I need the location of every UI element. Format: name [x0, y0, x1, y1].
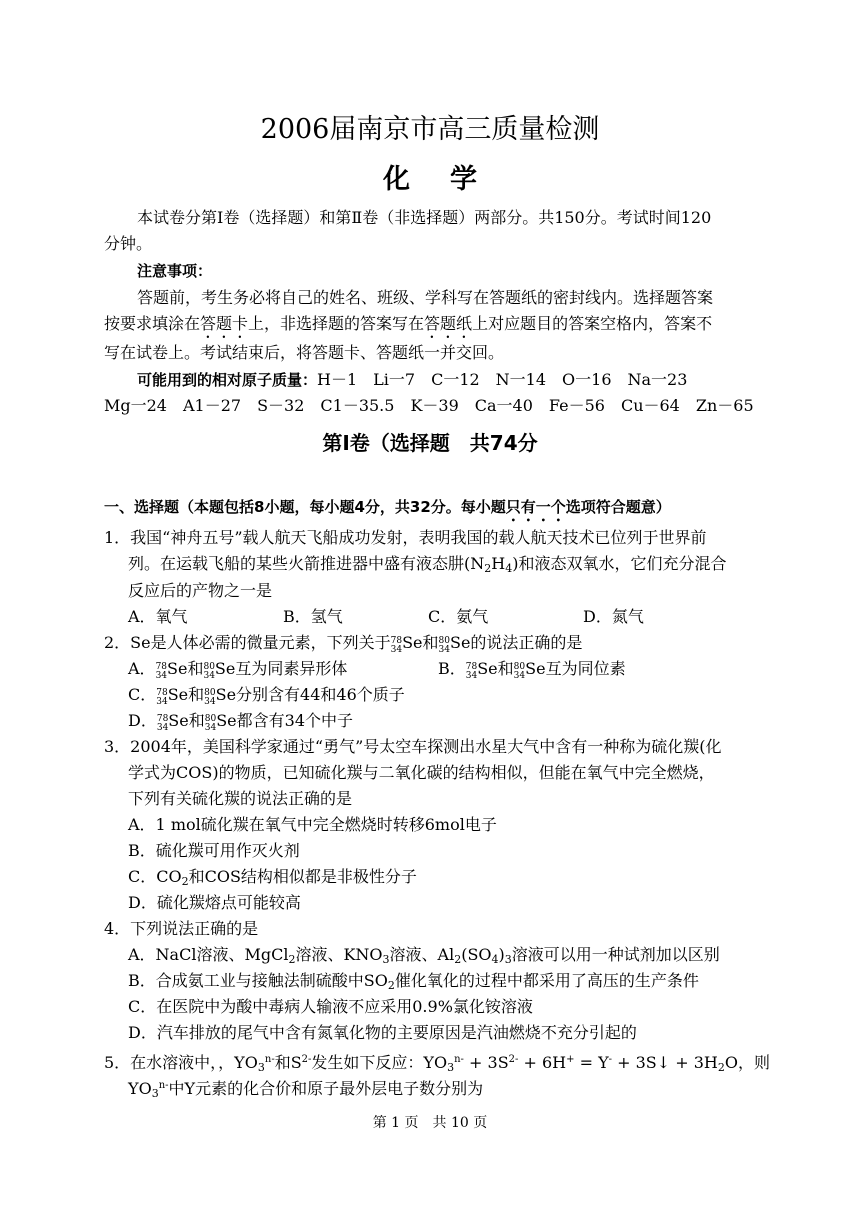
heading-text: 选项符合题意）	[565, 498, 671, 516]
q4-option-b: B．合成氨工业与接触法制硫酸中$SO_2$催化氧化的过程中都采用了高压的生产条件	[128, 971, 699, 992]
q2-text: 的说法正确的是	[470, 633, 583, 652]
q5-line-2: $YO_3^{n-}$中Y元素的化合价和原子最外层电子数分别为	[128, 1079, 484, 1100]
q3-option-c: C．$CO_2$和COS结构相似都是非极性分子	[128, 867, 417, 888]
page-footer: 第 1 页 共 10 页	[372, 1115, 488, 1131]
isotope-80: 80 34	[203, 662, 215, 681]
heading-text: 一、选择题（本题包括8小题，每小题4分，共32分。每小题	[104, 498, 506, 516]
notice-line-1: 答题前，考生务必将自己的姓名、班级、学科写在答题纸的密封线内。选择题答案	[137, 288, 714, 307]
q2-option-c: C． 78 34 Se和 80 34 Se分别含有44和46个质子	[128, 685, 405, 707]
q1-line-1: 1．我国“神舟五号”载人航天飞船成功发射，表明我国的载人航天技术已位列于世界前	[104, 528, 707, 547]
emphasis-answer-sheet: 答题纸	[424, 314, 473, 333]
isotope-78: 78 34	[156, 714, 169, 733]
q1-text: 列。在运载飞船的某些火箭推进器中盛有液态肼(N	[128, 554, 485, 573]
isotope-80: 80 34	[204, 714, 217, 733]
notice-text: 按要求填涂在	[104, 314, 201, 333]
q1-option-c: C．氨气	[428, 607, 489, 626]
isotope-78: 78 34	[156, 688, 168, 707]
subject-title: 化学	[383, 164, 517, 195]
emphasis-answer-card: 答题卡	[200, 314, 249, 333]
isotope-78: 78 34	[390, 636, 403, 655]
q2-option-d: D． 78 34 Se和 80 34 Se都含有34个中子	[128, 711, 354, 733]
q4-option-c: C．在医院中为酸中毒病人输液不应采用0.9%氯化铵溶液	[128, 997, 533, 1016]
q2-option-a: A． 78 34 Se和 80 34 Se互为同素异形体	[128, 659, 348, 681]
section-title: 第Ⅰ卷（选择题 共74分	[322, 431, 538, 455]
notice-line-3: 写在试卷上。考试结束后，将答题卡、答题纸一并交回。	[104, 343, 505, 362]
q3-line-3: 下列有关硫化羰的说法正确的是	[128, 789, 353, 808]
q1-line-3: 反应后的产物之一是	[128, 581, 273, 600]
q2-option-b: B． 78 34 Se和 80 34 Se互为同位素	[438, 659, 626, 681]
subscript: 4	[505, 562, 513, 575]
q2-text: 2．Se是人体必需的微量元素，下列关于	[104, 633, 391, 652]
q1-option-b: B．氢气	[283, 607, 343, 626]
q2-stem: 2．Se是人体必需的微量元素，下列关于 78 34 Se和 80 34 Se的说法正确的是	[104, 633, 583, 655]
page-title: 2006届南京市高三质量检测	[260, 114, 600, 145]
notice-line-2	[104, 313, 712, 342]
intro-line-2: 分钟。	[104, 234, 153, 253]
q1-option-a: A．氧气	[128, 607, 188, 626]
q3-option-a: A．1 mol硫化羰在氧气中完全燃烧时转移6mol电子	[128, 815, 497, 834]
q1-option-d: D．氮气	[583, 607, 644, 626]
q4-option-d: D．汽车排放的尾气中含有氮氧化物的主要原因是汽油燃烧不充分引起的	[128, 1023, 637, 1042]
notice-title: 注意事项：	[137, 262, 213, 280]
heading-emphasis: 只有一个	[505, 498, 566, 516]
isotope-80: 80 34	[513, 662, 526, 681]
q3-option-d: D．硫化羰熔点可能较高	[128, 893, 301, 912]
isotope-80: 80 34	[438, 636, 450, 655]
atomic-label: 可能用到的相对原子质量：	[137, 371, 318, 389]
q1-text: H	[491, 554, 506, 573]
subscript: 2	[484, 562, 492, 575]
q4-stem: 4．下列说法正确的是	[104, 919, 259, 938]
section-heading	[104, 496, 671, 525]
atomic-values-1: H－1 Li一7 C一12 N一14 O一16 Na一23	[317, 370, 688, 389]
atomic-line-1	[137, 369, 687, 391]
q3-line-1: 3．2004年，美国科学家通过“勇气”号太空车探测出水星大气中含有一种称为硫化羰(化	[104, 737, 722, 756]
isotope-78: 78 34	[155, 662, 168, 681]
notice-text: 上对应题目的答案空格内，答案不	[472, 314, 713, 333]
q4-option-a: A．NaCl溶液、MgCl$_2$溶液、$KNO_3$溶液、$Al_2(SO_4)_3$溶液可以用一种试剂加以区别	[128, 945, 720, 966]
q1-text: )和液态双氧水，它们充分混合	[512, 554, 727, 573]
q1-line-2	[128, 553, 726, 580]
notice-text: 上，非选择题的答案写在	[248, 314, 425, 333]
q3-option-b: B．硫化羰可用作灭火剂	[128, 841, 300, 860]
isotope-80: 80 34	[204, 688, 216, 707]
atomic-line-2: Mg一24 A1－27 S－32 C1－35.5 K－39 Ca一40 Fe－56 Cu－64 Zn－65	[104, 396, 754, 415]
q3-line-2: 学式为COS)的物质，已知硫化羰与二氧化碳的结构相似，但能在氧气中完全燃烧，	[128, 763, 715, 782]
q5-line-1: 5．在水溶液中，，$YO_3^{n-}$和$S^{2-}$发生如下反应：$YO_3^{n-} + 3S^{2-} + 6H^+ = Y^-$ + 3S↓ + $3H_2O$，则	[104, 1053, 771, 1074]
intro-line-1: 本试卷分第Ⅰ卷（选择题）和第Ⅱ卷（非选择题）两部分。共150分。考试时间120	[137, 208, 712, 227]
isotope-78: 78 34	[465, 662, 478, 681]
